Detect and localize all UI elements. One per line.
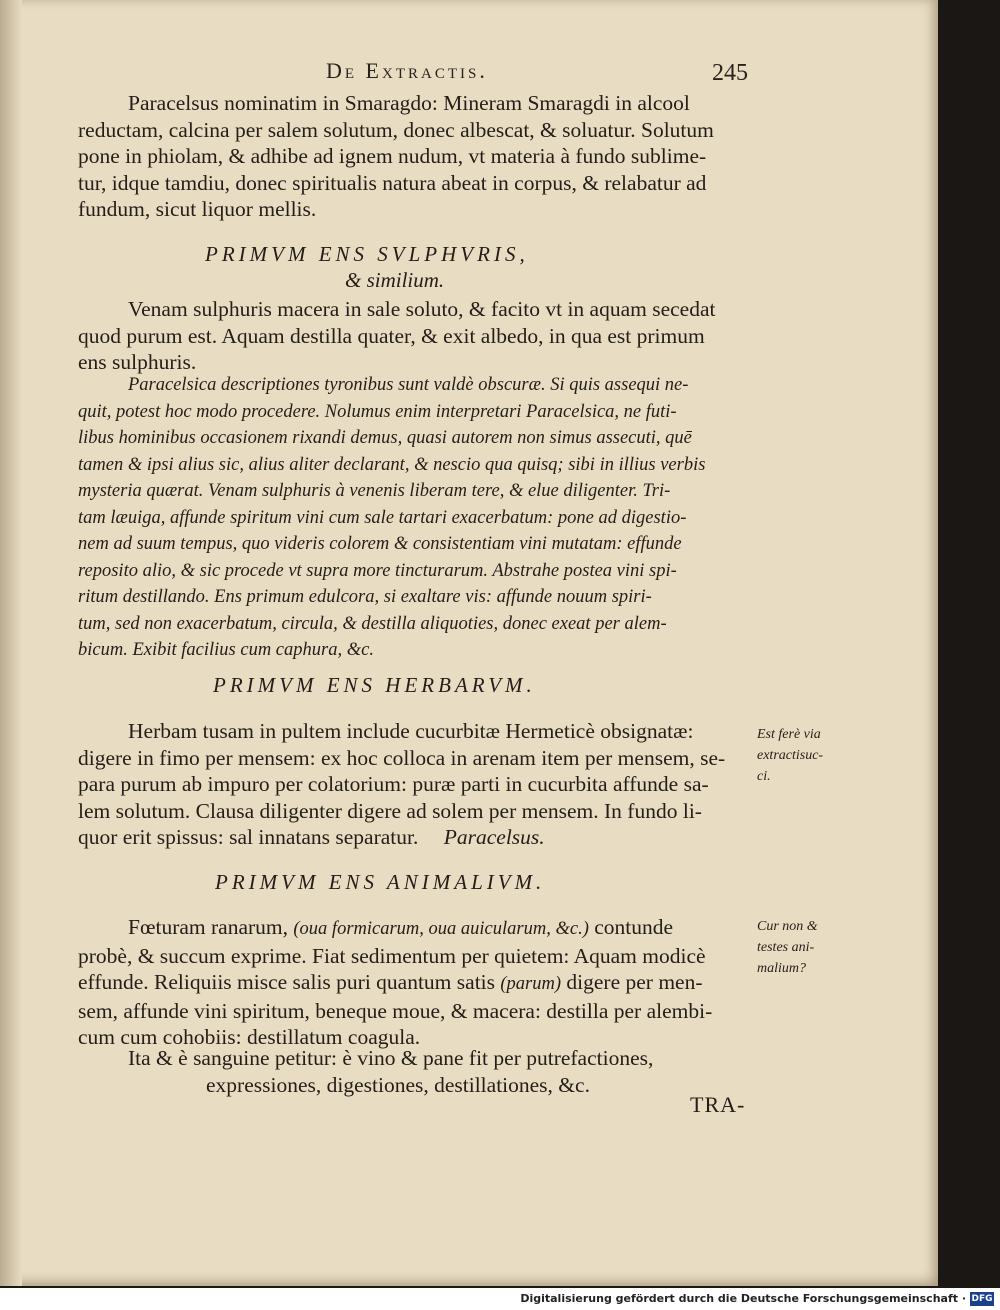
- heading-animalium: PRIMVM ENS ANIMALIVM.: [215, 870, 546, 894]
- text-line: Herbam tusam in pultem include cucurbitæ Hermeticè obsignatæ:: [128, 719, 694, 743]
- text-line: para purum ab impuro per colatorium: puræ parti in cucurbita affunde sa-: [78, 772, 709, 796]
- text-line: Paracelsica descriptiones tyronibus sunt valdè obscuræ. Si quis assequi ne-: [128, 375, 689, 395]
- text-fragment: probè, & succum exprime. Fiat sedimentum per quietem: Aquam modicè: [78, 943, 706, 968]
- text-line: libus hominibus occasionem rixandi demus, quasi autorem non simus assecuti, quē: [78, 428, 692, 448]
- margin-note-animalium: [757, 916, 857, 979]
- heading-herbarum: PRIMVM ENS HERBARVM.: [213, 673, 536, 697]
- text-fragment: digere per men-: [561, 970, 703, 994]
- text-line: tur, idque tamdiu, donec spiritualis natura abeat in corpus, & relabatur ad: [78, 170, 707, 195]
- text-line: expressiones, digestiones, destillationes, &c.: [206, 1072, 590, 1097]
- margin-note-line: malium?: [757, 961, 806, 976]
- text-line: tum, sed non exacerbatum, circula, & destilla aliquoties, donec exeat per alem-: [78, 613, 667, 634]
- text-line: fundum, sicut liquor mellis.: [78, 197, 317, 221]
- text-line: ritum destillando. Ens primum edulcora, si exaltare vis: affunde nouum spiri-: [78, 587, 652, 607]
- text-line: lem solutum. Clausa diligenter digere ad solem per mensem. In fundo li-: [78, 798, 702, 823]
- dfg-logo-icon: DFG: [971, 1294, 993, 1304]
- page-gutter: [0, 0, 22, 1286]
- text-line: quod purum est. Aquam destilla quater, & exit albedo, in qua est primum: [78, 323, 705, 348]
- sulphur-paragraph: [78, 296, 758, 376]
- margin-note-line: testes ani-: [757, 940, 815, 955]
- text-line: Venam sulphuris macera in sale soluto, & facito vt in aquam secedat: [128, 297, 716, 321]
- subheading-sulphur: & similium.: [345, 268, 445, 292]
- margin-note-herbarum: [757, 724, 857, 787]
- attribution: Paracelsus.: [443, 825, 545, 849]
- text-line: tam læuiga, affunde spiritum vini cum sale tartari exacerbatum: pone ad digestio-: [78, 507, 687, 528]
- text-line: Ita & è sanguine petitur: è vino & pane fit per putrefactiones,: [128, 1046, 654, 1070]
- text-line: [78, 943, 758, 970]
- text-line: [78, 998, 758, 1025]
- text-line: Paracelsus nominatim in Smaragdo: Mineram Smaragdi in alcool: [128, 91, 690, 115]
- margin-note-line: Est ferè via: [757, 727, 821, 742]
- text-line: nem ad suum tempus, quo videris colorem & consistentiam vini mutatam: effunde: [78, 534, 682, 554]
- text-line: [78, 969, 758, 998]
- text-line: digere in fimo per mensem: ex hoc colloca in arenam item per mensem, se-: [78, 745, 726, 770]
- text-line: tamen & ipsi alius sic, alius aliter declarant, & nescio qua quisq; sibi in illius verbis: [78, 454, 706, 475]
- page-number: 245: [712, 60, 748, 86]
- margin-note-line: extractisuc-: [757, 748, 824, 763]
- text-fragment: contunde: [588, 915, 674, 939]
- text-fragment: Fœturam ranarum,: [128, 915, 294, 939]
- text-line: mysteria quærat. Venam sulphuris à venenis liberam tere, & elue diligenter. Tri-: [78, 481, 671, 501]
- animalium-paragraph: [78, 914, 758, 1051]
- herbarum-paragraph: [78, 718, 758, 851]
- text-fragment-italic: (parum): [500, 974, 562, 994]
- text-line: quit, potest hoc modo procedere. Nolumus enim interpretari Paracelsica, ne futi-: [78, 401, 677, 422]
- margin-note-line: Cur non &: [757, 919, 818, 934]
- text-line: reductam, calcina per salem solutum, donec albescat, & soluatur. Solutum: [78, 117, 714, 142]
- text-fragment: sem, affunde vini spiritum, beneque moue, & macera: destilla per alembi-: [78, 998, 713, 1023]
- text-fragment: cum cum cohobiis: destillatum coagula.: [78, 1025, 421, 1049]
- digitization-footer: [0, 1288, 1000, 1310]
- text-line: [78, 824, 758, 851]
- intro-paragraph: [78, 90, 758, 223]
- sulphur-commentary: [78, 372, 758, 664]
- text-fragment: effunde. Reliquiis misce salis puri quantum satis: [78, 970, 501, 994]
- text-line: pone in phiolam, & adhibe ad ignem nudum, vt materia à fundo sublime-: [78, 144, 707, 168]
- funding-notice: Digitalisierung gefördert durch die Deutsche Forschungsgemeinschaft ·: [520, 1292, 966, 1305]
- heading-sulphur: PRIMVM ENS SVLPHVRIS,: [205, 242, 529, 266]
- catchword: TRA-: [690, 1092, 746, 1117]
- running-head: De Extractis.: [326, 58, 488, 83]
- text-line: [78, 914, 758, 943]
- text-line: ens sulphuris.: [78, 350, 197, 374]
- text-fragment-italic: (oua formicarum, oua auicularum, &c.): [293, 919, 589, 939]
- text-line: reposito alio, & sic procede vt supra more tincturarum. Abstrahe postea vini spi-: [78, 560, 677, 581]
- text-line: bicum. Exibit facilius cum caphura, &c.: [78, 640, 374, 660]
- closing-paragraph: [78, 1045, 758, 1098]
- margin-note-line: ci.: [757, 769, 771, 784]
- text-fragment: quor erit spissus: sal innatans separatur.: [78, 825, 419, 849]
